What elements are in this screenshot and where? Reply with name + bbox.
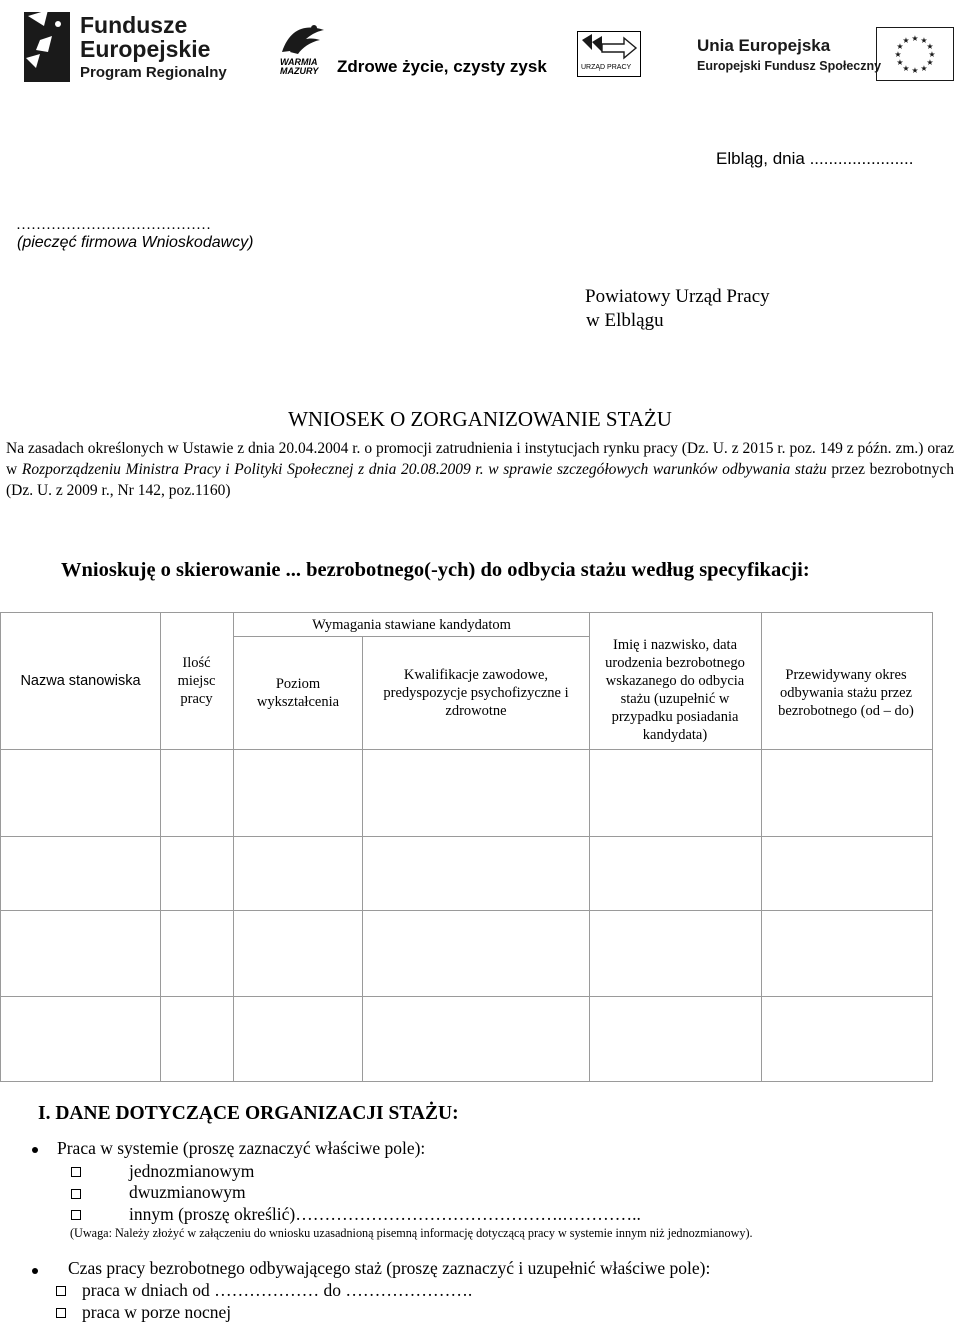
col-position-header: Nazwa stanowiska: [20, 673, 141, 689]
col-education-header: Poziom wykształcenia: [256, 676, 340, 710]
legal-basis-part3: przez bezrobotnych (Dz. U. z 2009 r., Nr 142, poz.1160): [6, 461, 954, 499]
bullet-icon: [32, 1147, 38, 1153]
bullet-icon: [32, 1268, 38, 1274]
stamp-dots: …………………………………: [16, 217, 211, 233]
stamp-label: (pieczęć firmowa Wnioskodawcy): [17, 234, 254, 251]
svg-text:★: ★: [926, 58, 934, 67]
svg-text:★: ★: [926, 42, 934, 51]
svg-text:★: ★: [911, 66, 919, 75]
col-places-header: Ilość miejsc pracy: [177, 655, 216, 707]
legal-basis-part2: Rozporządzeniu Ministra Pracy i Polityki Społecznej z dnia 20.08.2009 r. w sprawie szczegółowych warunków odbywania stażu: [21, 461, 827, 478]
other-system-checkbox[interactable]: [71, 1210, 81, 1220]
wm-logo-line1: WARMIA: [280, 57, 318, 67]
fe-logo-line2: Europejskie: [80, 36, 211, 62]
european-funds-emblem-icon: [18, 6, 86, 84]
work-time-question: Czas pracy bezrobotnego odbywającego staż (proszę zaznaczyć i uzupełnić właściwe pole):: [68, 1258, 711, 1278]
document-title: WNIOSEK O ZORGANIZOWANIE STAŻU: [288, 407, 672, 431]
eu-logo-text: [697, 36, 881, 73]
table-row[interactable]: [1, 997, 932, 1081]
double-shift-checkbox[interactable]: [71, 1189, 81, 1199]
fe-logo-line3: Program Regionalny: [80, 64, 227, 81]
eu-logo-line2: Europejski Fundusz Społeczny: [697, 59, 882, 73]
addressee-line1: Powiatowy Urząd Pracy: [585, 286, 770, 307]
eu-flag-icon: [876, 27, 954, 81]
work-system-note: (Uwaga: Należy złożyć w załączeniu do wniosku uzasadnioną pisemną informację dotyczącą pracy w systemie innym niż jednozmianowy).: [70, 1226, 753, 1240]
work-days-label: praca w dniach od ……………… do ………………….: [82, 1280, 473, 1300]
svg-text:★: ★: [894, 50, 902, 59]
night-work-label: praca w porze nocnej: [82, 1302, 232, 1322]
request-statement: Wnioskuję o skierowanie ... bezrobotnego(-ych) do odbycia stażu według specyfikacji:: [61, 559, 810, 581]
night-work-checkbox[interactable]: [56, 1308, 66, 1318]
labour-office-arrow-icon: [578, 32, 640, 62]
col-qualifications-header: Kwalifikacje zawodowe, predyspozycje psychofizyczne i zdrowotne: [383, 667, 569, 719]
col-period-header: Przewidywany okres odbywania stażu przez bezrobotnego (od – do): [778, 666, 914, 719]
svg-text:★: ★: [902, 36, 910, 45]
other-system-label: innym (proszę określić)……………………………………….…………..: [129, 1204, 641, 1224]
svg-text:★: ★: [920, 36, 928, 45]
svg-text:★: ★: [896, 58, 904, 67]
work-system-question: Praca w systemie (proszę zaznaczyć właściwe pole):: [57, 1138, 426, 1158]
svg-text:★: ★: [928, 50, 936, 59]
work-days-checkbox[interactable]: [56, 1286, 66, 1296]
svg-text:★: ★: [902, 64, 910, 73]
table-row[interactable]: [1, 911, 932, 996]
svg-text:★: ★: [911, 34, 919, 43]
table-row[interactable]: [1, 750, 932, 836]
wm-logo-line2: MAZURY: [280, 66, 319, 76]
legal-basis: [6, 438, 954, 501]
single-shift-label: jednozmianowym: [129, 1161, 255, 1181]
col-candidate-header: Imię i nazwisko, data urodzenia bezrobotnego wskazanego do odbycia stażu (uzupełnić w przypadku posiadania kandydata): [605, 636, 745, 743]
svg-text:★: ★: [896, 42, 904, 51]
eu-logo-line1: Unia Europejska: [697, 36, 831, 55]
single-shift-checkbox[interactable]: [71, 1167, 81, 1177]
fe-logo-line1: Fundusze: [80, 12, 188, 38]
labour-office-logo-text: URZĄD PRACY: [581, 64, 632, 71]
table-row[interactable]: [1, 837, 932, 910]
double-shift-label: dwuzmianowym: [129, 1182, 246, 1202]
legal-basis-part1: Na zasadach określonych w Ustawie z dnia 20.04.2004 r. o promocji zatrudnienia i instytucjach rynku pracy (Dz. U. z 2015 r. poz. 149 z późn. zm.) oraz w: [6, 440, 954, 478]
wm-logo-slogan: Zdrowe życie, czysty zysk: [337, 57, 547, 76]
date-line: Elbląg, dnia ......................: [716, 149, 914, 168]
requirements-group-header: Wymagania stawiane kandydatom: [312, 616, 511, 633]
addressee-line2: w Elblągu: [586, 310, 664, 331]
svg-text:★: ★: [920, 64, 928, 73]
section1-heading: I. DANE DOTYCZĄCE ORGANIZACJI STAŻU:: [38, 1103, 459, 1124]
